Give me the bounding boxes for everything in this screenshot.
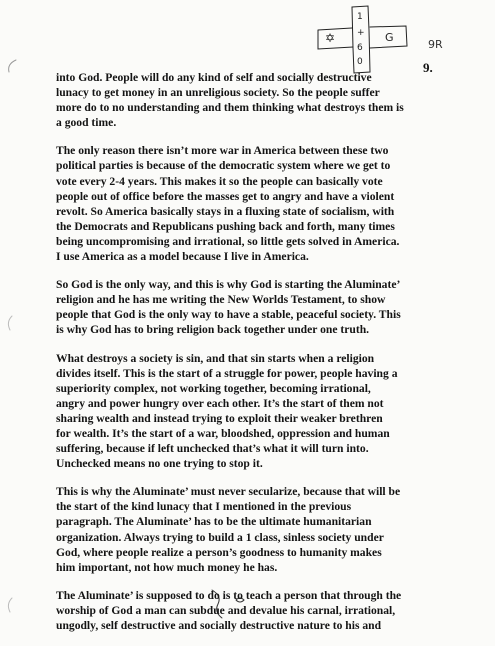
star-of-david-icon: ✡ xyxy=(325,31,336,45)
text-line: revolt. So America basically stays in a fluxing state of socialism, with xyxy=(56,204,395,218)
text-line: is why God has to bring religion back together under one truth. xyxy=(56,323,370,337)
paragraph xyxy=(56,277,440,337)
text-line: The only reason there isn’t more war in America between these two xyxy=(56,144,389,158)
text-line: So God is the only way, and this is why God is starting the Aluminate’ xyxy=(56,278,401,292)
text-line: superiority complex, not working together, becoming irrational, xyxy=(56,381,371,395)
text-line: The Aluminate’ is supposed to do is to teach a person that through the xyxy=(56,588,402,602)
text-line: the Democrats and Republicans pushing back and forth, many times xyxy=(56,219,395,233)
text-line: divides itself. This is the start of a struggle for power, people having a xyxy=(56,366,398,380)
handwritten-page-mark: 9R xyxy=(428,38,443,51)
text-line: political parties is because of the democratic system where we get to xyxy=(56,159,391,173)
text-line: This is why the Aluminate’ must never secularize, because that will be xyxy=(56,485,401,499)
paragraph xyxy=(56,351,440,472)
paragraph xyxy=(56,588,440,633)
cross-char-4: 0 xyxy=(357,57,363,67)
text-line: sharing wealth and instead trying to exploit their weaker brethren xyxy=(56,411,383,425)
text-line: a good time. xyxy=(56,116,117,130)
text-line: him important, not how much money he has. xyxy=(56,560,278,574)
text-line: religion and he has me writing the New Worlds Testament, to show xyxy=(56,293,386,307)
page-number: 9. xyxy=(423,60,433,75)
text-line: being uncompromising and irrational, so little gets solved in America. xyxy=(56,234,400,248)
text-line: God, where people realize a person’s goodness to humanity makes xyxy=(56,545,382,559)
text-line: organization. Always trying to build a 1 class, sinless society under xyxy=(56,530,384,544)
body-text xyxy=(56,70,440,646)
paragraph xyxy=(56,484,440,575)
text-line: vote every 2-4 years. This makes it so the people can basically vote xyxy=(56,174,383,188)
text-line: the start of the kind lunacy that I mentioned in the previous xyxy=(56,500,352,514)
cross-letter-g: G xyxy=(385,31,394,44)
text-line: into God. People will do any kind of self and socially destructive xyxy=(56,71,372,84)
text-line: suffering, because if left unchecked that’s what it will turn into. xyxy=(56,442,369,456)
text-line: angry and power hungry over each other. It’s the start of them not xyxy=(56,396,384,410)
text-line: What destroys a society is sin, and that sin starts when a religion xyxy=(56,351,375,365)
text-line: more do to no understanding and them thinking what destroys them is xyxy=(56,101,404,115)
cross-char-2: + xyxy=(357,28,365,38)
text-line: lunacy to get money in an unreligious society. So the people suffer xyxy=(56,86,380,100)
text-line: for wealth. It’s the start of a war, bloodshed, oppression and human xyxy=(56,426,390,440)
paragraph xyxy=(56,70,440,130)
text-line: worship of God a man can subdue and devalue his carnal, irrational, xyxy=(56,603,396,617)
cross-char-3: 6 xyxy=(357,43,363,53)
paragraph xyxy=(56,143,440,264)
text-line: people out of office before the masses get to angry and have a violent xyxy=(56,189,395,203)
text-line: people that God is the only way to have a stable, peaceful society. This xyxy=(56,308,401,322)
text-line: Unchecked means no one trying to stop it. xyxy=(56,457,263,471)
text-line: ungodly, self destructive and socially destructive nature to his and xyxy=(56,619,382,632)
text-line: paragraph. The Aluminate’ has to be the ultimate humanitarian xyxy=(56,515,372,529)
cross-char-1: 1 xyxy=(357,12,363,22)
text-line: I use America as a model because I live in America. xyxy=(56,250,309,264)
